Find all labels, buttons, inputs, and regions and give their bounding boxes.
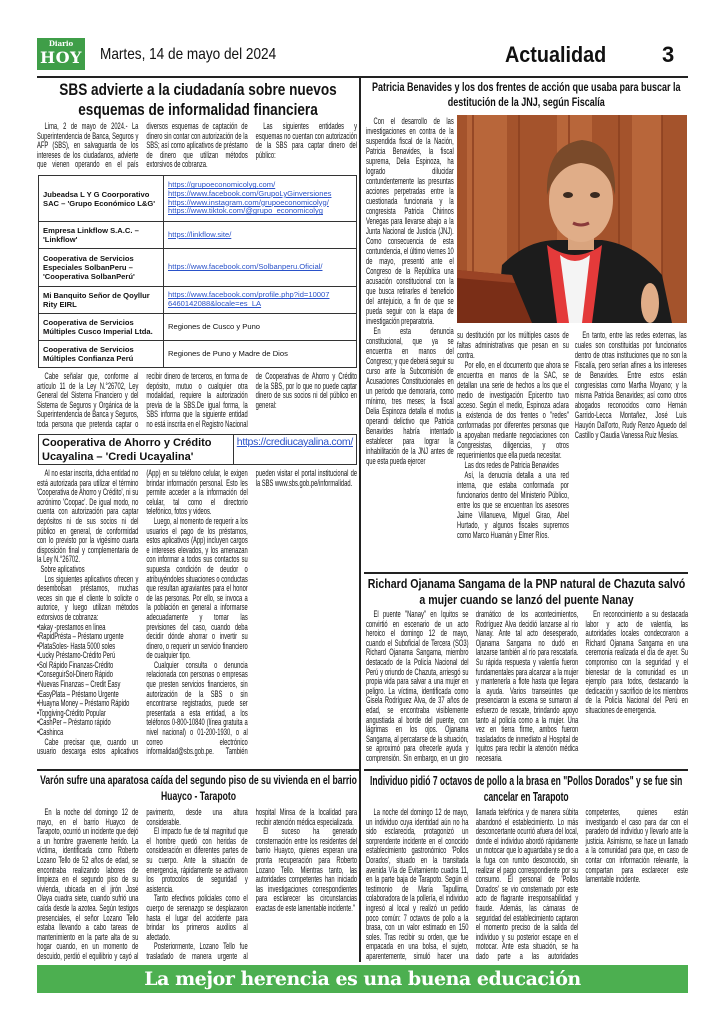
credi-link[interactable]: https://crediucayalina.com/ (236, 436, 353, 448)
entity-link[interactable]: https://grupoeconomicolyg.com/ (168, 180, 276, 190)
article-divider (37, 769, 359, 771)
app-list-item: •Cashinca (37, 727, 64, 738)
page-number: 3 (662, 42, 675, 67)
credi-name: Cooperativa de Ahorro y Crédito Ucayalina – 'Credi Ucayalina' (39, 435, 234, 464)
entity-link[interactable]: https://www.facebook.com/Solbanperu.Oficial/ (168, 262, 323, 272)
app-list-item: •RapidPrésta – Préstamo urgente (37, 631, 124, 642)
table-row: Cooperativa de Servicios Múltiples Confianza Perú Regiones de Puno y Madre de Dios (39, 340, 357, 367)
subheading: Las dos redes de Patricia Benavides (464, 460, 559, 470)
patricia-headline: Patricia Benavides y los dos frentes de acción que usaba para buscar la destitución de la JNJ, según Fiscalía (371, 80, 681, 109)
issue-date: Martes, 14 de mayo del 2024 (100, 46, 277, 63)
section-title: Actualidad (505, 42, 607, 67)
entity-link[interactable]: https://www.facebook.com/profile.php?id=10007 (168, 290, 330, 300)
column-divider (359, 78, 361, 962)
app-list-item: •ConseguirSol-Dinero Rápido (37, 669, 113, 680)
header-rule (37, 76, 688, 78)
app-list-item: •EasyPlata – Préstamo Urgente (37, 688, 119, 699)
sbs-headline: SBS advierte a la ciudadanía sobre nuevos esquemas de informalidad financiera (59, 80, 337, 119)
footer-slogan-banner: La mejor herencia es una buena educación (37, 965, 688, 993)
app-list-item: •PlataSoles- Hasta 5000 soles (37, 640, 116, 651)
app-list-item: •Sol Rápido Finanzas-Crédito (37, 659, 114, 670)
article-divider (364, 572, 688, 574)
table-row: Jubeadsa L Y G Coorporativo SAC – 'Grupo Económico L&G' https://grupoeconomicolyg.com/ https://www.facebook.com/GrupoLyGinversiones https://www.instagram.com/grupoeconomicolyg/ https://www.tiktok.com/@grupo_economicolyg (39, 176, 357, 222)
varon-headline: Varón sufre una aparatosa caída del segundo piso de su vivienda en el barrio Huayco - Tarapoto (40, 775, 357, 803)
sbs-body: Al no estar inscrita, dicha entidad no está autorizada para utilizar el término 'Cooperativa de Ahorro y Crédito', ni su acrónimo 'Coopac'. De igual modo, no cuenta con autorización para captar depósitos ni de sus socios ni del público en general, de conformidad con lo previsto por la vigésimo cuarta disposición final y complementaria de la Ley N.°26702. Sobre aplicativos Los siguientes aplicativos ofrecen y desembolsan préstamos, muchas veces sin que el cliente lo solicite o autorice, y luego utilizan métodos extorsivos de cobranza: •takay -prestamos en linea •RapidPrésta – Préstamo urgente •PlataSoles- Hasta 5000 soles •Lucky Préstamo-Crédito Perú •Sol Rápido Finanzas-Crédito •ConseguirSol-Dinero Rápido •Nuevas Finanzas – Credit Easy •EasyPlata – Préstamo Urgente •Huayna Money – Préstamo Rápido •Topgiving-Crédito Popular •CashPer – Préstamo rápido •Cashinca Cabe precisar que, cuando un usuario descarga estos aplicativos (App) en su teléfono celular, le exigen brindar información personal. Esto les permite acceder a la información del celular, tal como el directorio telefónico, fotos y videos. Luego, al momento de requerir a los usuarios el pago de los préstamos, estos aplicativos (App) incluyen cargos e intereses elevados, y los amenazan con informar a todos sus contactos su supuesta condición de deudor o atribuyéndoles situaciones o conductas que resultan agraviantes para el honor de las personas. Por ello, se invoca a la población en general a informarse adecuadamente y tomar las previsiones del caso, cuando deba decidir dónde ahorrar o invertir su dinero, o requerir un servicio financiero de cualquier tipo. Cualquier consulta o denuncia relacionada con personas o empresas que presten servicios financieros, sin autorización de la SBS o sin encontrarse registrados, puede ser presentada a esta entidad, a los teléfonos 0-800-10840 (línea gratuita a nivel nacional) o 01-200-1930, o al correo electrónico informalidad@sbs.gob.pe. También pueden visitar el portal institucional de la SBS www.sbs.gob.pe/informalidad. (37, 468, 358, 757)
table-row: Empresa Linkflow S.A.C. – 'Linkflow' https://linkflow.site/ (39, 222, 357, 249)
subheading: Sobre aplicativos (40, 563, 85, 574)
entity-link[interactable]: https://www.tiktok.com/@grupo_economicolyg (168, 206, 324, 216)
entity-link[interactable]: 6460142088&locale=es_LA (168, 298, 262, 308)
newspaper-logo: Diario HOY (37, 38, 85, 70)
app-list-item: •Huayna Money – Préstamo Rápido (37, 698, 130, 709)
entity-link[interactable]: https://linkflow.site/ (168, 229, 232, 239)
entity-link[interactable]: https://www.facebook.com/GrupoLyGinversiones (168, 189, 332, 199)
entity-link[interactable]: https://www.instagram.com/grupoeconomicolyg/ (168, 197, 329, 207)
sbs-middle-text: Cabe señalar que, conforme al artículo 11 de la Ley N.°26702, Ley General del Sistema Financiero y del Sistema de Seguros y Orgánica de la Superintendencia de Banca y Seguros, toda persona que pretenda captar o recibir dinero de terceros, en forma de depósito, mutuo o cualquier otra modalidad, requiere la autorización previa de la SBS.De igual forma, la SBS informa que la siguiente entidad no está inscrita en el Registro Nacional de Cooperativas de Ahorro y Crédito de la SBS, por lo que no puede captar dinero de sus socios ni del público en general: (37, 371, 358, 429)
article-divider (364, 769, 688, 771)
app-list-item: •CashPer – Préstamo rápido (37, 717, 111, 728)
app-list-item: •Lucky Préstamo-Crédito Perú (37, 650, 116, 661)
richard-body: El puente "Nanay" en Iquitos se convirtió en escenario de un acto heroico el domingo 12 de mayo, cuando el Suboficial de Tercera (SO3) Richard Ojanama Sangama, miembro destacado de la Policía Nacional del Perú y oriundo de Chazuta, arriesgó su propia vida para salvar a una mujer en peligro. La víctima, identificada como Gisela Rodríguez Alva, de 37 años de edad, se encontraba visiblemente angustiada al borde del puente, con lágrimas en los ojos. Ojanama Sangama, al percatarse de la situación, se aproximó para ofrecerle ayuda y comprensión. Sin embargo, en un giro dramático de los acontecimientos, Rodríguez Alva decidió lanzarse al río Nanay. Ante tal acto desesperado, Ojanama Sangama no dudó en lanzarse también al río para rescatarla. Su rápida respuesta y valentía fueron fundamentales para alcanzar a la mujer y mantenerla a flote hasta que llegara la ayuda. Varios transeúntes que presenciaron la escena se sumaron al esfuerzo de rescate, brindando apoyo tanto al policía como a la mujer. Una vez en tierra firme, ambos fueron trasladados de inmediato al Hospital de Iquitos para recibir la atención médica necesaria. En reconocimiento a su destacada labor y acto de valentía, las autoridades locales condecoraron a Richard Ojanama Sangama en una ceremonia realizada el día de ayer. Su compromiso con la seguridad y el bienestar de la comunidad es un ejemplo para todos, destacando la dedicación y sacrificio de los miembros de la Policía Nacional del Perú en situaciones de emergencia. (366, 609, 689, 763)
app-list-item: •Nuevas Finanzas – Credit Easy (37, 679, 121, 690)
credi-ucayalina-box (38, 434, 357, 465)
app-list-item: •takay -prestamos en linea (37, 621, 106, 632)
app-list-item: •Topgiving-Crédito Popular (37, 707, 106, 718)
table-row: Cooperativa de Servicios Especiales SolbanPeru – 'Cooperativa SolbanPerú' https://www.facebook.com/Solbanperu.Oficial/ (39, 249, 357, 287)
table-row: Mi Banquito Señor de Qoyllur Rity EIRL https://www.facebook.com/profile.php?id=10007 6460142088&locale=es_LA (39, 286, 357, 313)
richard-headline: Richard Ojanama Sangama de la PNP natural de Chazuta salvó a mujer cuando se lanzó del puente Nanay (367, 577, 686, 607)
individuo-body: La noche del domingo 12 de mayo, un individuo cuya identidad aún no ha sido esclarecida, protagonizó un sorprendente incidente en el conocido establecimiento gastronómico 'Pollos Dorados', situado en la transitada avenida Vía de Evitamiento cuadra 11, en la parte baja de Tarapoto. Según el testimonio de María Tapullima, colaboradora de la pollería, el individuo ingresó al local y realizó un pedido poco común: 7 octavos de pollo a la brasa, con un valor estimado en 150 soles. Tras recibir su orden, que fue empacada en una bolsa, el sujeto, aparentemente, simuló hacer una llamada telefónica y de manera súbita abandonó el establecimiento. Lo más desconcertante ocurrió afuera del local, donde el individuo abordó rápidamente un motocar que lo aguardaba y se dio a la fuga con rumbo desconocido, sin realizar el pago correspondiente por su consumo. El personal de 'Pollos Dorados' se vio consternado por este acto de flagrante irresponsabilidad y fraude. Además, las cámaras de seguridad del establecimiento captaron el momento preciso de la salida del individuo y su posterior escape en el motocar. Ante esta situación, se ha dado parte a las autoridades competentes, quienes están investigando el caso para dar con el paradero del individuo y llevarlo ante la justicia. Asimismo, se hace un llamado a la comunidad para que, en caso de contar con información relevante, la compartan para esclarecer este lamentable incidente. (366, 807, 689, 961)
patricia-column-1: Con el desarrollo de las investigaciones en contra de la suspendida fiscal de la Nación, Patricia Benavides, la fiscal suprema, Delia Espinoza, ha logrado dilucidar contundentemente las presuntas acciones perpetradas entre la cuestionada funcionaria y la congresista Patricia Chirinos Venegas para llevarse abajo a la Junta Nacional de Justicia (JNJ). Como consecuencia de esta contundencia, el último viernes 10 de mayo, presentó ante el Congreso de la República una acusación constitucional con la que busca retirarles el beneficio del antejuicio, a fin de que se pueda seguir con la etapa de investigación preparatoria. En esta denuncia constitucional, que ya se encuentra en manos del Congreso; y que deberá seguir su curso ante la Subcomisión de Acusaciones Constitucionales en un periodo que demoraría, como mínimo, tres meses; la fiscal Delia Espinoza detalla el modus operandi delictivo que Patricia Benavides habría intentado establecer para lograr la inhabilitación de la JNJ antes de que esta pueda ejercer (366, 116, 454, 466)
sbs-intro: Lima, 2 de mayo de 2024.- La Superintendencia de Banca, Seguros y AFP (SBS), en salvaguarda de los intereses de los ciudadanos, advierte que vienen operando en el país diversos esquemas de captación de dinero sin contar con autorización de la SBS; así como aplicativos de préstamo de dinero que utilizan métodos extorsivos de cobranza. Las siguientes entidades y esquemas no cuentan con autorización de la SBS para captar dinero del público: (37, 121, 358, 170)
patricia-benavides-photo (457, 115, 687, 323)
varon-body: En la noche del domingo 12 de mayo, en el barrio Huayco de Tarapoto, ocurrió un incidente que dejó a un hombre gravemente herido. La víctima, identificada como Roberto Lozano Tello de 52 años de edad, se encontraba realizando labores de limpieza en el segundo piso de su vivienda, ubicada en el jirón José Olaya cuadra siete, cuando sufrió una caída desde la azotea. Según testigos presenciales, el señor Lozano Tello estaba llevando a cabo tareas de mantenimiento en la parte alta de su hogar cuando, en un momento de descuido, perdió el equilibrio y cayó al pavimento, desde una altura considerable. El impacto fue de tal magnitud que el hombre quedó con heridas de consideración en diferentes partes de su cuerpo. Ante la situación de emergencia, rápidamente se activaron los protocolos de seguridad y asistencia. Tanto efectivos policiales como el cuerpo de serenazgo se desplazaron hasta el lugar del accidente para brindar los primeros auxilios al afectado. Posteriormente, Lozano Tello fue trasladado de manera urgente al hospital Minsa de la localidad para recibir atención médica especializada. El suceso ha generado consternación entre los residentes del barrio Huayco, quienes esperan una pronta recuperación para Roberto Lozano Tello. Mientras tanto, las autoridades competentes han iniciado las investigaciones correspondientes para esclarecer las circunstancias exactas de este lamentable incidente." (37, 807, 358, 961)
patricia-lower-columns: su destitución por los múltiples casos de faltas administrativas que pesan en su contra. Por ello, en el documento que ahora se encuentra en manos de la SAC, se detallan una serie de hechos a los que el medio de investigación Epicentro tuvo acceso. Según el medio, Espinoza aclara la existencia de dos frentes o "redes" conformadas por diferentes personas que la apoyaban mediante negociaciones con Congresistas, diligencias, y otros requerimientos que ella pueda necesitar. Las dos redes de Patricia Benavides Así, la denucnia detalla a una red interna, que estaba conformada por funcionarios dentro del Ministerio Público, entre los que se encuentran los asesores Jaime Villanueva, Miguel Girao, Abel Hurtado, y algunos fiscales supremos como Marco Huamán y Elmer Ríos. En tanto, entre las redes externas, las cuales son constituidas por funcionarios dentro de otras instituciones que no son la Fiscalía, pero serían afines a los intereses de Benavides. Entre estos están congresistas como Martha Moyano; y la misma Patricia Benavides; así como otros abogados reconocidos como Hernán Garrido-Lecca Montañez, José Luis Hauyón Dall'orto, Rudy Renzo Aguedo del Castillo y Claudia Vanessa Ruiz Mesías. (457, 330, 687, 540)
table-row: Cooperativa de Servicios Múltiples Cusco Imperial Ltda. Regiones de Cusco y Puno (39, 313, 357, 340)
unauthorized-entities-table (38, 175, 357, 368)
individuo-headline: Individuo pidió 7 octavos de pollo a la brasa en "Pollos Dorados" y se fue sin cancelar en Tarapoto (370, 774, 683, 804)
